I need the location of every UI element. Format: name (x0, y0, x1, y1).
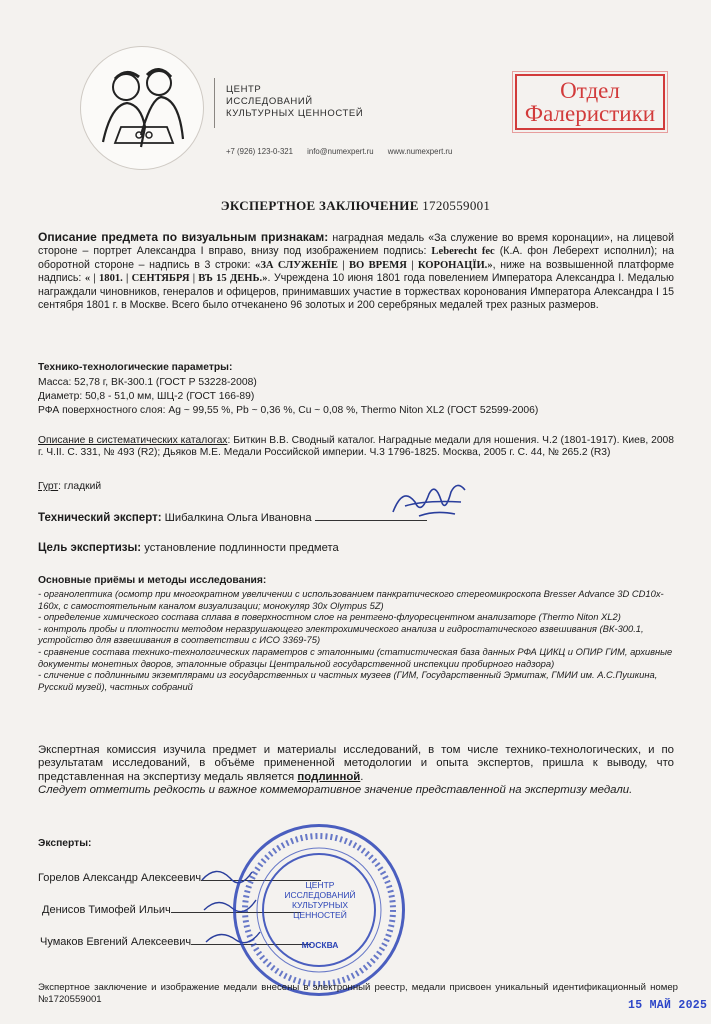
contacts (226, 147, 464, 156)
logo-emblem (80, 46, 204, 170)
description-paragraph: Описание предмета по визуальным признакам: наградная медаль «За служение во время коронации», на лицевой стороне – портрет Александра I вправо, внизу под изображением подпись: Leberecht fec (К.А. фон Леберехт исполнил); на оборотной стороне – надпись в 3 строки: «ЗА СЛУЖЕНЇЕ | ВО ВРЕМЯ | КОРОНАЦЇИ.», ниже на возвышенной платформе надпись: « | 1801. | СЕНТЯБРЯ | ВЪ 15 ДЕНЬ.». Учреждена 10 июня 1801 года повелением Императора Александра I. Медалью награждали чиновников, генералов и офицеров, принимавших участие в торжествах коронования Императора Александра I 15 сентября 1801 г. в Москве. Всего было отчеканено 96 золотых и 200 серебряных медалей трех разных размеров. (38, 230, 675, 311)
methods-list (38, 588, 678, 692)
list-item: - контроль пробы и плотности методом неразрушающего электрохимического анализа и гидростатического взвешивания (ВК-300.1, устройство для взвешивания в соответствии с ИСО 3369-75) (38, 622, 644, 646)
experts-heading: Эксперты: (38, 838, 92, 849)
list-item: - сравнение состава технико-технологических параметров с эталонными (статистическая база данных РФА ЦИКЦ и ОПИР ГИМ, архивные документы монетных дворов, эталонные образцы Центральной государственной инспекции пробирного надзора) (38, 645, 673, 669)
tech-diameter: Диаметр: 50,8 - 51,0 мм, ШЦ-2 (ГОСТ 166-89) (38, 391, 255, 402)
list-item: - определение химического состава сплава в поверхностном слое на рентгено-флуоресцентном анализаторе (Thermo Niton XL2) (38, 611, 621, 623)
scholars-icon (81, 47, 203, 169)
goal-line: Цель экспертизы: установление подлинности предмета (38, 542, 339, 554)
technical-expert: Технический эксперт: Шибалкина Ольга Ивановна (38, 512, 427, 525)
methods-heading: Основные приёмы и методы исследования: (38, 575, 267, 586)
tech-mass: Масса: 52,78 г, ВК-300.1 (ГОСТ Р 53228-2008) (38, 377, 257, 388)
date-stamp: 15 МАЙ 2025 (628, 999, 708, 1012)
email: info@numexpert.ru (307, 147, 374, 156)
conclusion-paragraph: Экспертная комиссия изучила предмет и материалы исследований, в том числе технико-технологических, и по результатам исследований, в объёме примененной методологии и опыта экспертов, пришла к выводу, что представленная на экспертизу медаль является подлинной. Следует отметить редкость и важное коммеморативное значение представленной на экспертизу медали. (38, 744, 674, 797)
tech-heading: Технико-технологические параметры: (38, 362, 233, 373)
phone: +7 (926) 123-0-321 (226, 147, 293, 156)
seal-center-text: ЦЕНТР ИССЛЕДОВАНИЙ КУЛЬТУРНЫХ ЦЕННОСТЕЙ МОСКВА (284, 880, 356, 950)
expert-1: Горелов Александр Алексеевич (38, 872, 321, 885)
department-stamp: Отдел Фалеристики (515, 74, 665, 130)
catalogs-paragraph: Описание в систематических каталогах: Биткин В.В. Сводный каталог. Наградные медали для ношения. Ч.2 (1801-1917). Киев, 2008 г. Ч.II. С. 331, № 493 (R2); Дьяков М.Е. Медали Российской империи. Ч.3 1796-1825. Москва, 2005 г. С. 44, № 265.2 (R3) (38, 435, 674, 459)
list-item: - сличение с подлинными экземплярами из государственных и частных музеев (ГИМ, Государственный Эрмитаж, ГМИИ им. А.С.Пушкина, Русский музей), частных собраний (38, 669, 658, 692)
header-divider (214, 78, 215, 128)
verdict: подлинной (297, 770, 361, 783)
document-title: ЭКСПЕРТНОЕ ЗАКЛЮЧЕНИЕ 1720559001 (220, 198, 491, 213)
website: www.numexpert.ru (387, 147, 453, 156)
edge-line: Гурт: гладкий (38, 481, 102, 492)
signature-icon (385, 476, 475, 528)
org-name: ЦЕНТР ИССЛЕДОВАНИЙ КУЛЬТУРНЫХ ЦЕННОСТЕЙ (226, 84, 364, 119)
expert-2: Денисов Тимофей Ильич (42, 904, 301, 917)
expert-3: Чумаков Евгений Алексеевич (40, 936, 311, 949)
document-number: 1720559001 (422, 198, 491, 213)
footer-note: Экспертное заключение и изображение медали внесены в электронный реестр, медали присвоен уникальный идентификационный номер №1720559001 (38, 982, 678, 1005)
tech-xrf: РФА поверхностного слоя: Ag ~ 99,55 %, Pb ~ 0,36 %, Cu ~ 0,08 %, Thermo Niton XL2 (ГОСТ 52599-2006) (38, 405, 539, 416)
list-item: - органолептика (осмотр при многократном увеличении с использованием панкратического стереомикроскопа Bresser Advance 3D CD10x-160x, с самостоятельным каналом визуализации; монокуляр 30x Olympus 5Z) (38, 588, 664, 611)
